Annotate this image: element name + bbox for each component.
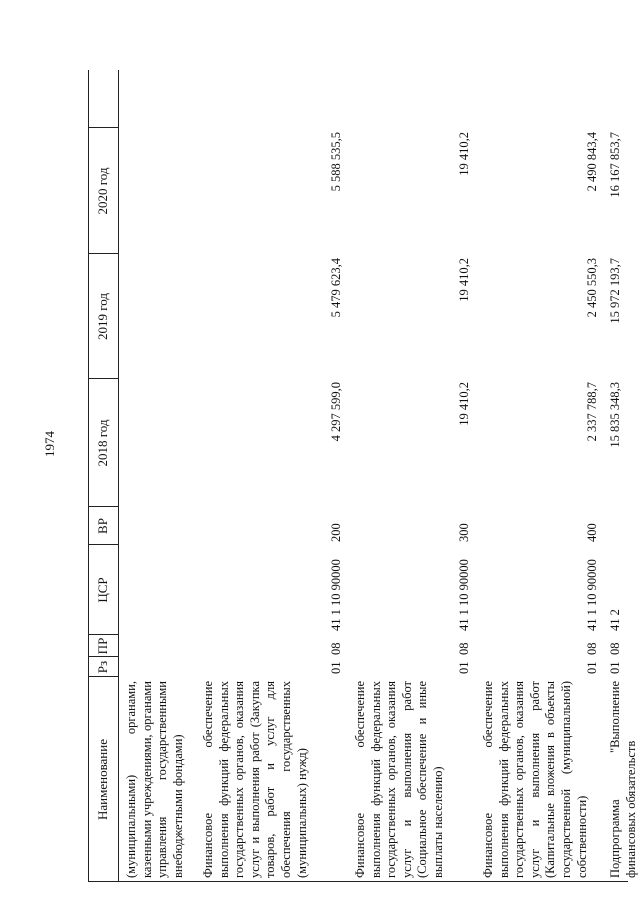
table-header-row bbox=[88, 70, 118, 882]
header-2019: 2019 год bbox=[95, 293, 110, 340]
row-pr: 08 bbox=[585, 642, 599, 655]
header-csr: ЦСР bbox=[95, 577, 110, 603]
page-number: 1974 bbox=[42, 431, 57, 457]
header-name: Наименование bbox=[95, 739, 110, 820]
header-pr: ПР bbox=[95, 637, 110, 655]
row-2018: 2 337 788,7 bbox=[585, 382, 599, 442]
row-pr: 08 bbox=[329, 642, 343, 655]
row-2019: 5 479 623,4 bbox=[329, 258, 343, 318]
row-vr: 300 bbox=[457, 523, 471, 542]
col-divider bbox=[88, 378, 118, 379]
col-divider bbox=[88, 881, 628, 882]
row-2019: 2 450 550,3 bbox=[585, 258, 599, 318]
table-row bbox=[478, 70, 600, 882]
table-row bbox=[606, 70, 638, 882]
header-rz: Рз bbox=[95, 660, 110, 674]
col-divider bbox=[88, 656, 118, 657]
row-2020: 5 588 535,5 bbox=[329, 132, 343, 192]
row-2019: 15 972 193,7 bbox=[608, 258, 622, 324]
header-bottom-border bbox=[118, 70, 119, 882]
row-rz: 01 bbox=[608, 661, 622, 674]
row-csr: 41 1 10 90000 bbox=[329, 559, 343, 631]
col-divider bbox=[88, 676, 118, 677]
row-vr: 400 bbox=[585, 523, 599, 542]
row-2019: 19 410,2 bbox=[457, 258, 471, 302]
table-row bbox=[198, 70, 344, 882]
row-csr: 41 1 10 90000 bbox=[585, 559, 599, 631]
row-name: Финансовое обеспечение выполнения функций федеральных государственных органов, оказания услуг и выполнения работ (Закупка товаров, работ и услуг для обеспечения государственных (муниципальных) нужд) bbox=[201, 681, 309, 878]
row-2020: 2 490 843,4 bbox=[585, 132, 599, 192]
row-pr: 08 bbox=[608, 642, 622, 655]
row-rz: 01 bbox=[457, 661, 471, 674]
row-name: Подпрограмма "Выполнение финансовых обязательств bbox=[608, 681, 638, 878]
row-vr: 200 bbox=[329, 523, 343, 542]
row-name: (муниципальными) органами, казенными учреждениями, органами управления государственными внебюджетными фондами) bbox=[124, 681, 185, 878]
row-rz: 01 bbox=[329, 661, 343, 674]
row-2018: 19 410,2 bbox=[457, 382, 471, 426]
row-vr bbox=[606, 508, 628, 542]
table-row bbox=[121, 70, 193, 882]
row-2020: 16 167 853,7 bbox=[608, 132, 622, 198]
row-2018: 4 297 599,0 bbox=[329, 382, 343, 442]
header-vr: ВР bbox=[95, 518, 110, 534]
col-divider bbox=[88, 253, 118, 254]
row-rz: 01 bbox=[585, 661, 599, 674]
budget-table bbox=[88, 70, 638, 882]
row-pr: 08 bbox=[457, 642, 471, 655]
row-name: Финансовое обеспечение выполнения функций федеральных государственных органов, оказания услуг и выполнения работ (Капитальные вложения в объекты государственной (муниципальной) собственности) bbox=[481, 681, 589, 878]
col-divider bbox=[88, 506, 118, 507]
col-divider bbox=[88, 127, 118, 128]
row-csr: 41 1 10 90000 bbox=[457, 559, 471, 631]
row-csr: 41 2 bbox=[608, 609, 622, 631]
row-2020: 19 410,2 bbox=[457, 132, 471, 176]
header-2020: 2020 год bbox=[95, 167, 110, 215]
row-2018: 15 835 348,3 bbox=[608, 382, 622, 448]
header-top-border bbox=[88, 70, 89, 882]
col-divider bbox=[88, 634, 118, 635]
header-2018: 2018 год bbox=[95, 419, 110, 467]
row-name: Финансовое обеспечение выполнения функций федеральных государственных органов, оказания услуг и выполнения работ (Социальное обеспечение и иные выплаты населению) bbox=[353, 681, 445, 878]
table-row bbox=[350, 70, 472, 882]
col-divider bbox=[88, 544, 118, 545]
